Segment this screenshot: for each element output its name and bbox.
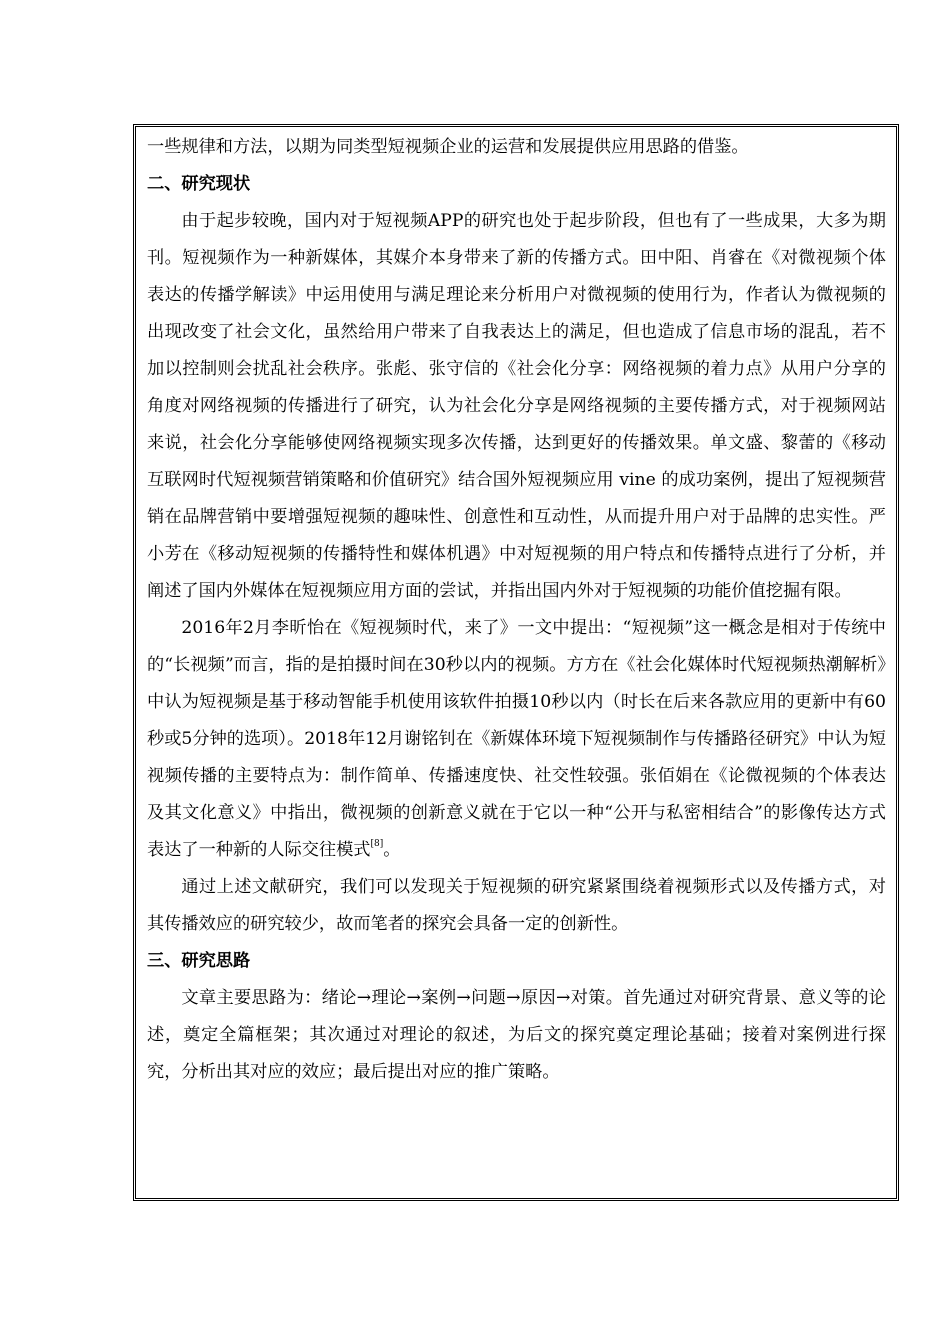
intro-tail-paragraph: 一些规律和方法，以期为同类型短视频企业的运营和发展提供应用思路的借鉴。 [147,137,749,157]
section-heading-research-status: 二、研究现状 [147,174,251,194]
document-frame [133,124,899,1201]
research-status-paragraph-3: 通过上述文献研究，我们可以发现关于短视频的研究紧紧围绕着视频形式以及传播方式，对其传播效应的研究较少，故而笔者的探究会具备一定的创新性。 [147,877,886,934]
research-status-paragraph-2-text: 2016年2月李昕怡在《短视频时代，来了》一文中提出：“短视频”这一概念是相对于传统中的“长视频”而言，指的是拍摄时间在30秒以内的视频。方方在《社会化媒体时代短视频热潮解析》中认为短视频是基于移动智能手机使用该软件拍摄10秒以内（时长在后来各款应用的更新中有60秒或5分钟的选项）。2018年12月谢铭钊在《新媒体环境下短视频制作与传播路径研究》中认为短视频传播的主要特点为：制作简单、传播速度快、社交性较强。张佰娟在《论微视频的个体表达及其文化意义》中指出，微视频的创新意义就在于它以一种“公开与私密相结合”的影像传达方式表达了一种新的人际交往模式 [147,618,886,860]
document-body [147,129,886,1091]
research-status-paragraph-2-end: 。 [383,840,401,860]
research-status-paragraph-2 [147,610,886,869]
citation-8: [8] [370,839,384,850]
section-heading-research-approach: 三、研究思路 [147,951,251,971]
research-approach-paragraph-1: 文章主要思路为：绪论→理论→案例→问题→原因→对策。首先通过对研究背景、意义等的论述，奠定全篇框架；其次通过对理论的叙述，为后文的探究奠定理论基础；接着对案例进行探究，分析出其对应的效应；最后提出对应的推广策略。 [147,988,886,1082]
research-status-paragraph-1: 由于起步较晚，国内对于短视频APP的研究也处于起步阶段，但也有了一些成果，大多为期刊。短视频作为一种新媒体，其媒介本身带来了新的传播方式。田中阳、肖睿在《对微视频个体表达的传播学解读》中运用使用与满足理论来分析用户对微视频的使用行为，作者认为微视频的出现改变了社会文化，虽然给用户带来了自我表达上的满足，但也造成了信息市场的混乱，若不加以控制则会扰乱社会秩序。张彪、张守信的《社会化分享：网络视频的着力点》从用户分享的角度对网络视频的传播进行了研究，认为社会化分享是网络视频的主要传播方式，对于视频网站来说，社会化分享能够使网络视频实现多次传播，达到更好的传播效果。单文盛、黎蕾的《移动互联网时代短视频营销策略和价值研究》结合国外短视频应用 vine 的成功案例，提出了短视频营销在品牌营销中要增强短视频的趣味性、创意性和互动性，从而提升用户对于品牌的忠实性。严小芳在《移动短视频的传播特性和媒体机遇》中对短视频的用户特点和传播特点进行了分析，并阐述了国内外媒体在短视频应用方面的尝试，并指出国内外对于短视频的功能价值挖掘有限。 [147,211,886,601]
